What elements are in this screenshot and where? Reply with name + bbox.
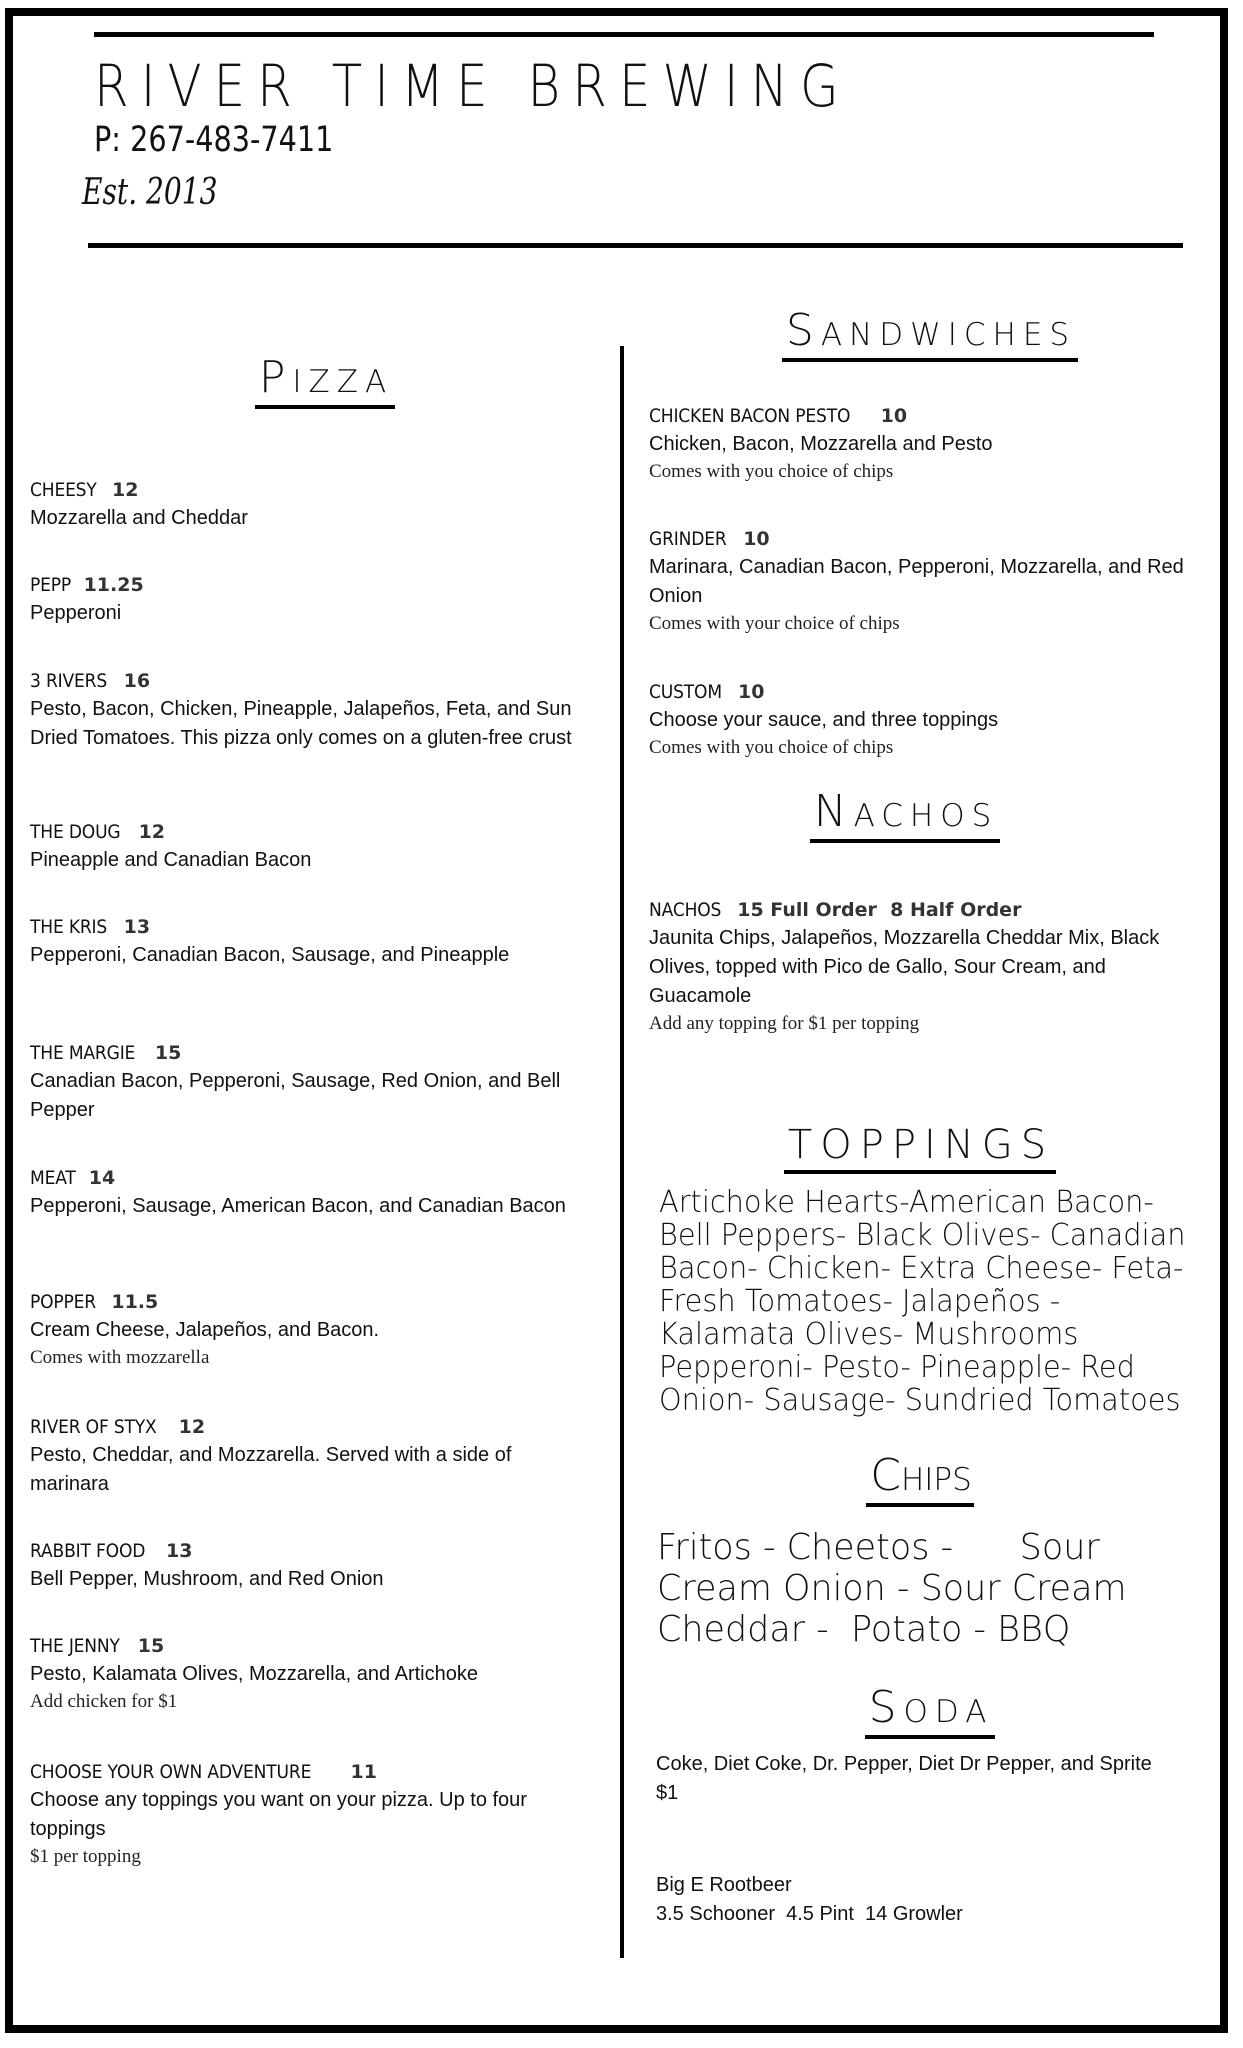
menu-item-description: Jaunita Chips, Jalapeños, Mozzarella Cheddar Mix, Black Olives, topped with Pico de Gallo, Sour Cream, and Guacamole [649,927,1160,1007]
menu-item [30,1537,595,1594]
rootbeer-name: Big E Rootbeer [656,1874,792,1896]
menu-item-header [30,1288,595,1316]
menu-item [649,525,1209,637]
menu-item-note: Comes with you choice of chips [649,461,894,482]
nachos-heading [630,786,1180,843]
menu-item-name: THE MARGIE [30,1042,136,1064]
menu-item-header [30,1632,595,1660]
header-bottom-rule [88,243,1183,248]
soda-heading [640,1682,1220,1739]
menu-item-name: NACHOS [649,899,722,921]
menu-item-name: THE KRIS [30,916,108,938]
menu-item-price: 11.5 [111,1291,159,1313]
pizza-heading-text: Pizza [255,352,395,409]
menu-item-header [30,1039,595,1067]
menu-item-header [30,571,595,599]
menu-item-name: RABBIT FOOD [30,1540,146,1562]
menu-item-name: THE JENNY [30,1635,120,1657]
menu-item-description: Choose any toppings you want on your pizza. Up to four toppings [30,1789,527,1840]
menu-item-description: Canadian Bacon, Pepperoni, Sausage, Red Onion, and Bell Pepper [30,1070,561,1121]
menu-item-note: Comes with your choice of chips [649,613,900,634]
menu-item-header [30,818,595,846]
nachos-heading-text: Nachos [810,786,1001,843]
pizza-heading [30,352,620,409]
menu-item-price: 12 [138,821,166,843]
menu-item-name: CHICKEN BACON PESTO [649,405,851,427]
menu-item-price: 16 [123,670,151,692]
menu-item-description: Bell Pepper, Mushroom, and Red Onion [30,1568,384,1590]
menu-item-price: 12 [178,1416,206,1438]
menu-item-description: Pepperoni, Sausage, American Bacon, and Canadian Bacon [30,1195,566,1217]
menu-item [30,1413,595,1499]
menu-item-price: 10 [738,681,765,703]
menu-item-name: GRINDER [649,528,727,550]
menu-item [30,818,595,875]
menu-item-header [649,678,1209,706]
menu-item-price: 14 [88,1167,116,1189]
menu-item-description: Mozzarella and Cheddar [30,507,248,529]
rootbeer-block [656,1871,1216,1929]
menu-item-price: 15 [137,1635,165,1657]
toppings-heading-text: TOPPINGS [784,1122,1056,1174]
header-top-rule [94,32,1154,37]
toppings-list: Artichoke Hearts-American Bacon- Bell Peppers- Black Olives- Canadian Bacon- Chicken- Extra Cheese- Feta- Fresh Tomatoes- Jalapeños - Kalamata Olives- Mushrooms Pepperoni- Pesto- Pineapple- Red Onion- Sausage- Sundried Tomatoes [659,1185,1186,1418]
menu-item-price: 10 [880,405,908,427]
menu-item-note: Add any topping for $1 per topping [649,1013,920,1034]
menu-item-price: 11.25 [83,574,144,596]
menu-item-header [649,402,1209,430]
menu-item-note: Comes with you choice of chips [649,737,894,758]
sandwiches-heading [630,305,1230,362]
menu-item-header [30,1537,595,1565]
menu-item [30,1164,595,1221]
menu-item-name: 3 RIVERS [30,670,108,692]
menu-item [30,476,595,533]
brand-phone: P: 267-483-7411 [94,120,334,160]
menu-item-price: 12 [112,479,139,501]
menu-item [30,571,595,628]
brand-name: RIVER TIME BREWING [94,52,851,120]
menu-item [30,913,595,970]
menu-item-name: MEAT [30,1167,76,1189]
menu-item-description: Marinara, Canadian Bacon, Pepperoni, Mozzarella, and Red Onion [649,556,1184,607]
menu-item-name: PEPP [30,574,72,596]
soda-price: $1 [656,1782,679,1804]
menu-item-description: Pesto, Bacon, Chicken, Pineapple, Jalapeños, Feta, and Sun Dried Tomatoes. This pizza only comes on a gluten-free crust [30,698,572,749]
menu-item [30,1039,595,1125]
menu-item-note: Add chicken for $1 [30,1691,178,1712]
menu-item [30,1758,595,1870]
menu-item-description: Pepperoni [30,602,122,624]
menu-item-header [30,1413,595,1441]
toppings-heading [630,1122,1210,1174]
menu-item [649,402,1209,485]
menu-item-price: 10 [743,528,770,550]
menu-item [649,896,1209,1037]
menu-item-header [649,525,1209,553]
menu-item [30,1288,595,1371]
menu-item-header [30,667,595,695]
menu-item-name: CHEESY [30,479,97,501]
menu-item [30,1632,595,1715]
menu-item-header [30,1164,595,1192]
sandwiches-heading-text: Sandwiches [782,305,1078,362]
menu-item-name: POPPER [30,1291,97,1313]
menu-item-price: 11 [350,1761,377,1783]
menu-item-note: Comes with mozzarella [30,1347,210,1368]
soda-flavors: Coke, Diet Coke, Dr. Pepper, Diet Dr Pepper, and Sprite [656,1753,1152,1775]
menu-item-header [30,476,595,504]
rootbeer-prices: 3.5 Schooner 4.5 Pint 14 Growler [656,1903,963,1925]
soda-list [656,1750,1216,1808]
menu-item-description: Pesto, Cheddar, and Mozzarella. Served with a side of marinara [30,1444,512,1495]
menu-item-name: CUSTOM [649,681,722,703]
menu-item-description: Pineapple and Canadian Bacon [30,849,312,871]
menu-item-price: 13 [123,916,151,938]
soda-heading-text: Soda [865,1682,996,1739]
menu-item-description: Pesto, Kalamata Olives, Mozzarella, and Artichoke [30,1663,478,1685]
chips-heading [630,1450,1210,1507]
chips-list: Fritos - Cheetos - Sour Cream Onion - Sour Cream Cheddar - Potato - BBQ [657,1527,1138,1650]
menu-item-name: CHOOSE YOUR OWN ADVENTURE [30,1761,312,1783]
chips-heading-text: Chips [866,1450,974,1507]
menu-item-header [649,896,1209,924]
menu-item-price: 15 [154,1042,182,1064]
menu-item-description: Pepperoni, Canadian Bacon, Sausage, and Pineapple [30,944,510,966]
column-divider [620,346,624,1958]
menu-item [649,678,1209,761]
menu-item-header [30,1758,595,1786]
menu-item-note: $1 per topping [30,1846,141,1867]
menu-item-description: Choose your sauce, and three toppings [649,709,999,731]
menu-item-header [30,913,595,941]
menu-item-description: Cream Cheese, Jalapeños, and Bacon. [30,1319,380,1341]
menu-item-description: Chicken, Bacon, Mozzarella and Pesto [649,433,993,455]
menu-item-name: RIVER OF STYX [30,1416,157,1438]
brand-established: Est. 2013 [82,172,218,213]
menu-item-name: THE DOUG [30,821,121,843]
menu-item-price: 15 Full Order 8 Half Order [737,899,1022,921]
menu-item [30,667,595,753]
menu-item-price: 13 [166,1540,193,1562]
